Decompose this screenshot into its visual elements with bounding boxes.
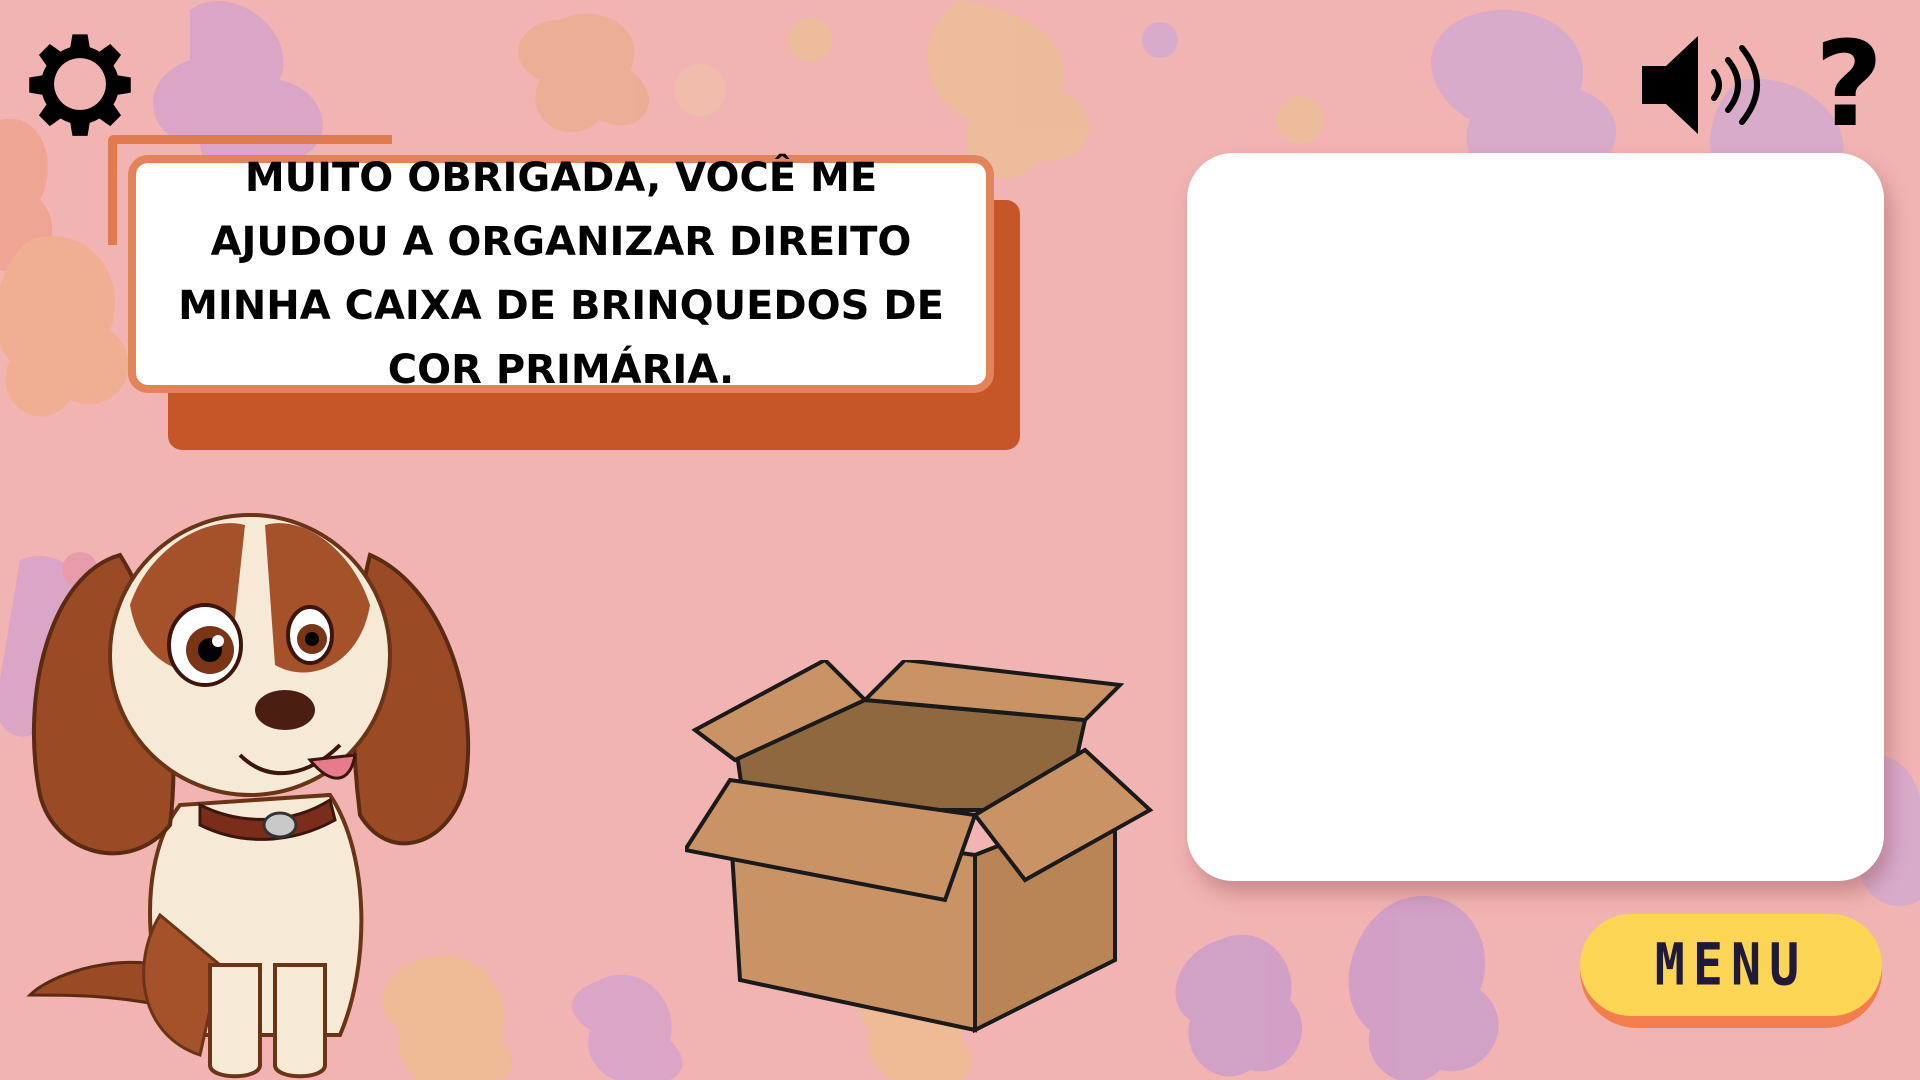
- puppy-illustration: [10, 495, 510, 1080]
- answer-panel: [1187, 153, 1884, 881]
- gear-icon[interactable]: [26, 30, 134, 138]
- speech-box: [128, 155, 994, 393]
- menu-label: MENU: [1654, 931, 1808, 999]
- menu-button-face[interactable]: [1580, 914, 1882, 1016]
- menu-button[interactable]: [1580, 914, 1882, 1028]
- speech-text: MUITO OBRIGADA, VOCÊ ME AJUDOU A ORGANIZAR DIREITO MINHA CAIXA DE BRINQUEDOS DE COR PRIMÁRIA.: [178, 155, 944, 393]
- help-symbol: ?: [1814, 15, 1884, 153]
- speech-bubble: [108, 135, 1020, 450]
- speaker-icon[interactable]: [1638, 32, 1768, 138]
- question-icon[interactable]: [1808, 15, 1890, 153]
- cardboard-box-illustration: [685, 660, 1155, 1040]
